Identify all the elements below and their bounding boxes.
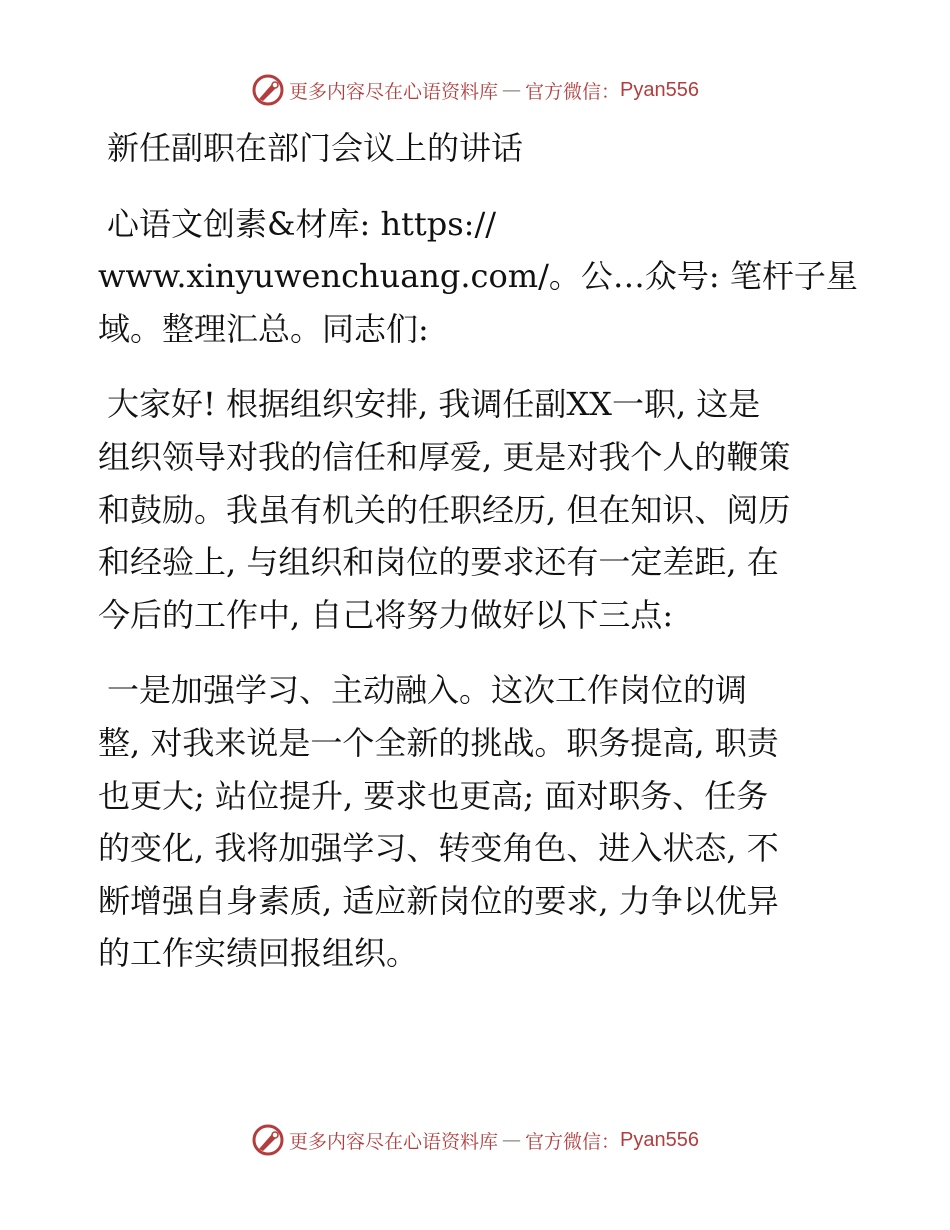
paragraph-line: 的工作实绩回报组织。 [98,934,419,973]
paragraph-line: 的变化, 我将加强学习、转变角色、进入状态, 不 [98,829,779,868]
paragraph-line: 组织领导对我的信任和厚爱, 更是对我个人的鞭策 [98,437,791,476]
banner-label: 官方微信： [525,80,621,103]
pen-logo-icon [251,1123,285,1157]
banner-label: 官方微信： [525,1130,621,1153]
banner-handle: Pyan556 [620,1128,699,1151]
paragraph-line: 整, 对我来说是一个全新的挑战。职务提高, 职责 [98,723,779,762]
paragraph-line: 也更大; 站位提升, 要求也更高; 面对职务、任务 [98,776,769,815]
paragraph-list [98,198,858,980]
paragraph [98,378,850,641]
document-title [98,122,850,175]
banner-handle: Pyan556 [620,78,699,101]
title-line: 新任副职在部门会议上的讲话 [107,129,524,167]
paragraph-line: 心语文创素&材库: https:// [107,204,497,243]
paragraph-line: www.xinyuwenchuang.com/。公…众号: 笔杆子星 [98,257,858,296]
paragraph-line: 和鼓励。我虽有机关的任职经历, 但在知识、阅历 [98,490,791,529]
banner-separator: — [502,79,522,101]
paragraph [98,664,850,980]
pen-logo-icon [251,73,285,107]
banner-text: 更多内容尽在心语资料库 [289,80,499,103]
footer-banner [0,1120,950,1160]
banner-separator: — [502,1129,522,1151]
paragraph-line: 大家好! 根据组织安排, 我调任副XX一职, 这是 [107,385,761,424]
header-banner [0,70,950,110]
document-body [98,122,858,1003]
paragraph-line: 断增强自身素质, 适应新岗位的要求, 力争以优异 [98,881,779,920]
paragraph-line: 和经验上, 与组织和岗位的要求还有一定差距, 在 [98,543,779,582]
paragraph-line: 一是加强学习、主动融入。这次工作岗位的调 [107,671,748,710]
banner-text: 更多内容尽在心语资料库 [289,1130,499,1153]
paragraph-line: 域。整理汇总。同志们: [98,309,429,348]
paragraph [98,198,858,356]
paragraph-line: 今后的工作中, 自己将努力做好以下三点: [98,595,674,634]
